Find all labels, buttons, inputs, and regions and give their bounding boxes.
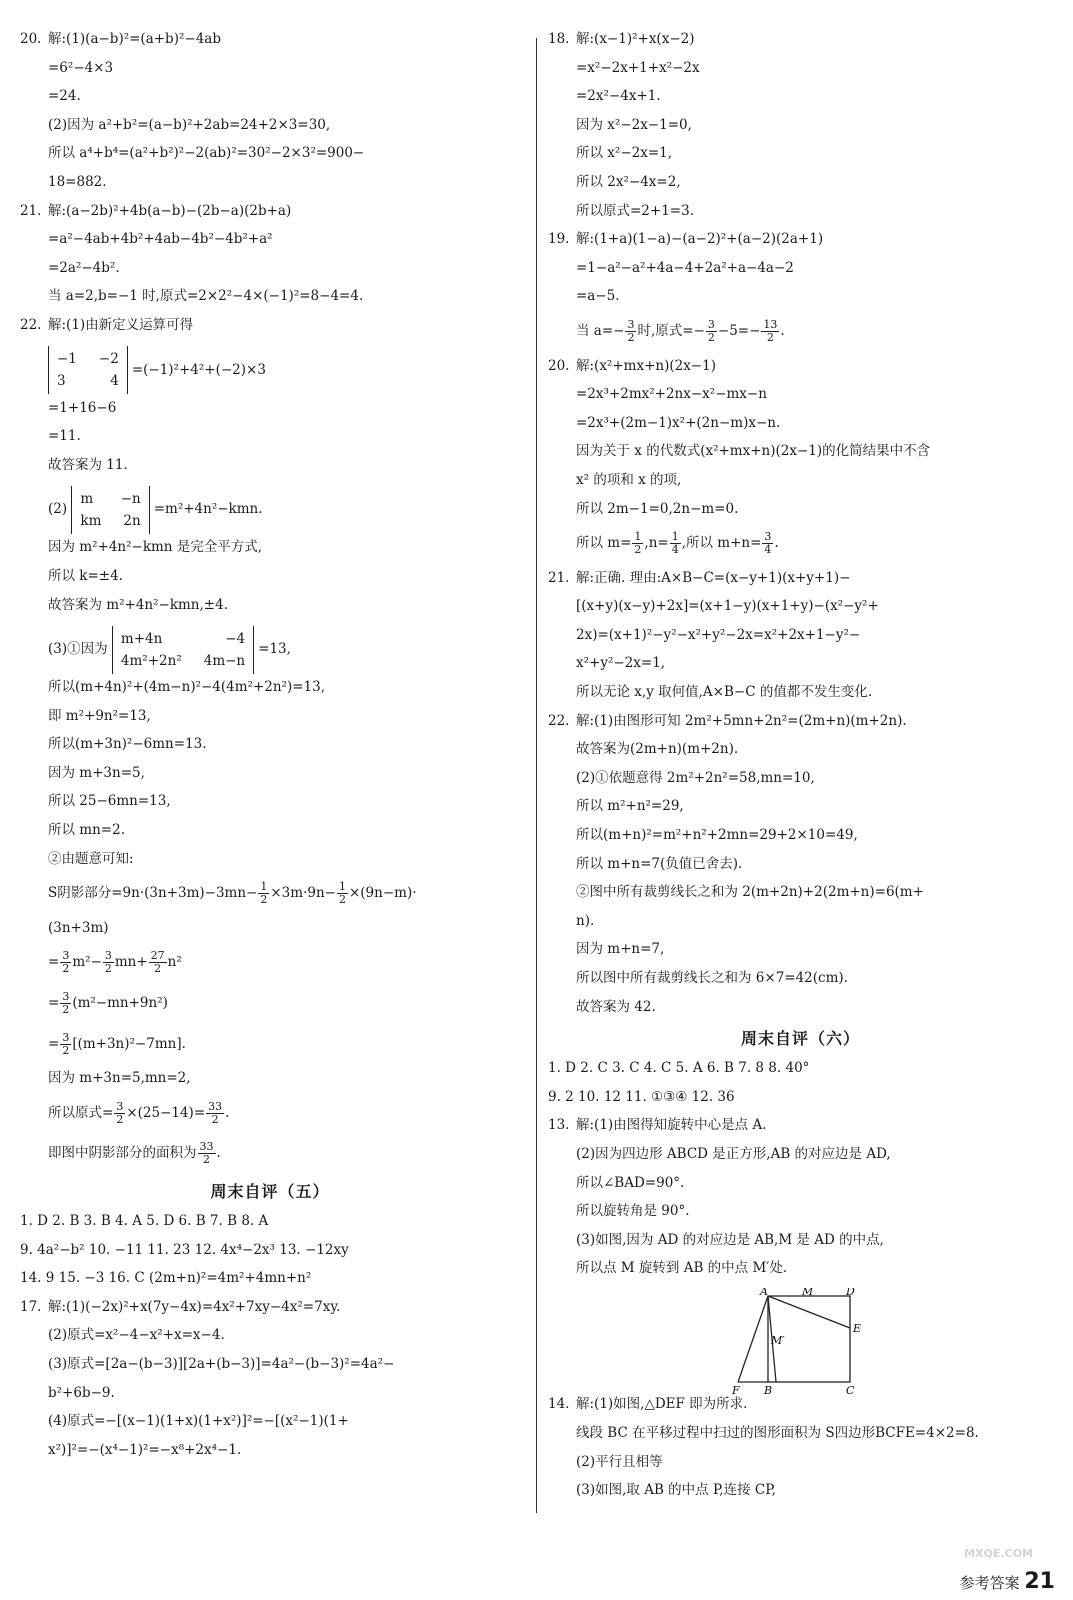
label-c: C bbox=[846, 1384, 855, 1397]
q20-line: (2)因为 a²+b²=(a−b)²+2ab=24+2×3=30, bbox=[48, 116, 331, 133]
q17-line: (4)原式=−[(x−1)(1+x)(1+x²)]²=−[(x²−1)(1+ bbox=[48, 1413, 349, 1430]
label-a: A bbox=[760, 1288, 768, 1298]
fraction: $\frac{33}{2}$ bbox=[199, 1140, 214, 1167]
q22-line: 因为 m+3n=5, bbox=[48, 764, 145, 781]
segment-af bbox=[738, 1296, 768, 1382]
footer-label: 参考答案 bbox=[959, 1574, 1020, 1592]
q22-line: 因为 m²+4n²−kmn 是完全平方式, bbox=[48, 539, 263, 556]
q13-line: 所以∠BAD=90°. bbox=[576, 1174, 685, 1191]
q14-line: (3)如图,取 AB 的中点 P,连接 CP, bbox=[576, 1482, 776, 1499]
column-divider bbox=[536, 38, 537, 1513]
fraction: $\frac{3}{2}$ bbox=[62, 949, 70, 976]
q20-line: 20. 解:(1)(a−b)²=(a+b)²−4ab bbox=[20, 31, 221, 47]
q21r-line: [(x+y)(x−y)+2x]=(x+1−y)(x+1+y)−(x²−y²+ bbox=[576, 598, 879, 615]
fraction: $\frac{1}{2}$ bbox=[338, 880, 346, 907]
q18-line: 18. 解:(x−1)²+x(x−2) bbox=[548, 31, 695, 47]
q22-line: 即 m²+9n²=13, bbox=[48, 707, 151, 724]
q22r-line: n). bbox=[576, 912, 595, 929]
q22r-line: 所以图中所有裁剪线长之和为 6×7=42(cm). bbox=[576, 970, 848, 986]
q22-line: = $\frac{3}{2}$ (m²−mn+9n²) bbox=[48, 990, 168, 1017]
watermark: MXQE.COM bbox=[964, 1547, 1033, 1560]
label-e: E bbox=[853, 1322, 862, 1335]
q22-line: 所以 k=±4. bbox=[48, 567, 123, 584]
q20r-line: 20. 解:(x²+mx+n)(2x−1) bbox=[548, 357, 716, 374]
fraction: $\frac{3}{2}$ bbox=[62, 990, 70, 1017]
q22r-line: 所以(m+n)²=m²+n²+2mn=29+2×10=49, bbox=[576, 827, 858, 844]
q17-line: x²)]²=−(x⁴−1)²=−x⁸+2x⁴−1. bbox=[48, 1441, 242, 1458]
q22-determinant-line: (2) m −n km 2n =m²+4n²−kmn. bbox=[20, 484, 520, 534]
q22-line: 所以原式= $\frac{3}{2}$ ×(25−14)= $\frac{33}{2}$ . bbox=[48, 1099, 230, 1126]
q14-line: (2)平行且相等 bbox=[576, 1453, 663, 1470]
page-number: 21 bbox=[1024, 1569, 1055, 1594]
determinant-2: m −n km 2n bbox=[71, 486, 149, 534]
label-f: F bbox=[732, 1384, 740, 1397]
determinant-3: m+4n −4 4m²+2n² 4m−n bbox=[112, 626, 254, 674]
q20r-line: 所以 2m−1=0,2n−m=0. bbox=[576, 500, 739, 517]
q18-line: 所以 2x²−4x=2, bbox=[576, 173, 681, 190]
q18-line: 所以原式=2+1=3. bbox=[576, 202, 694, 219]
q22-line: 所以(m+4n)²+(4m−n)²−4(4m²+2n²)=13, bbox=[48, 679, 326, 696]
fraction: $\frac{3}{2}$ bbox=[104, 949, 112, 976]
q18-line: 所以 x²−2x=1, bbox=[576, 145, 673, 162]
segment-ae bbox=[768, 1296, 850, 1328]
q18-line: 因为 x²−2x−1=0, bbox=[576, 116, 692, 133]
fraction: $\frac{1}{2}$ bbox=[634, 530, 642, 557]
fraction: $\frac{1}{4}$ bbox=[671, 530, 679, 557]
q20-line: =24. bbox=[48, 88, 81, 105]
q13-line: 所以点 M 旋转到 AB 的中点 M′处. bbox=[576, 1260, 788, 1277]
page-footer bbox=[960, 1569, 1055, 1594]
q22r-line: 所以 m²+n²=29, bbox=[576, 798, 684, 815]
q21r-line: 21. 解:正确. 理由:A×B−C=(x−y+1)(x+y+1)− bbox=[548, 569, 851, 586]
square-rotation-figure bbox=[730, 1288, 870, 1400]
left-column bbox=[20, 30, 520, 1469]
q18-line: =2x²−4x+1. bbox=[576, 88, 661, 105]
q20-line: =6²−4×3 bbox=[48, 59, 114, 76]
fraction: $\frac{3}{2}$ bbox=[707, 317, 715, 344]
q21-line: 21. 解:(a−2b)²+4b(a−b)−(2b−a)(2b+a) bbox=[20, 202, 292, 219]
q21r-line: x²+y²−2x=1, bbox=[576, 655, 666, 672]
q21-line: 当 a=2,b=−1 时,原式=2×2²−4×(−1)²=8−4=4. bbox=[48, 288, 364, 305]
q13-line: 所以旋转角是 90°. bbox=[576, 1203, 690, 1220]
q22-line: = $\frac{3}{2}$ [(m+3n)²−7mn]. bbox=[48, 1030, 186, 1057]
q17-line: (3)原式=[2a−(b−3)][2a+(b−3)]=4a²−(b−3)²=4a²− bbox=[48, 1355, 395, 1372]
q22-line: =11. bbox=[48, 428, 81, 445]
q22-line: 所以 mn=2. bbox=[48, 822, 125, 839]
q20r-line: x² 的项和 x 的项, bbox=[576, 471, 682, 488]
fraction: $\frac{33}{2}$ bbox=[208, 1099, 223, 1126]
answer-line: 9. 4a²−b² 10. −11 11. 23 12. 4x⁴−2x³ 13. −12xy bbox=[20, 1241, 349, 1258]
q13-line: (3)如图,因为 AD 的对应边是 AB,M 是 AD 的中点, bbox=[576, 1231, 884, 1248]
answer-line: 14. 9 15. −3 16. C (2m+n)²=4m²+4mn+n² bbox=[20, 1270, 312, 1287]
q20r-line: 因为关于 x 的代数式(x²+mx+n)(2x−1)的化简结果中不含 bbox=[576, 443, 931, 460]
q22-line: S阴影部分=9n·(3n+3m)−3mn− $\frac{1}{2}$ ×3m·9n− $\frac{1}{2}$ ×(9n−m)· bbox=[48, 880, 417, 907]
q22-line: 即图中阴影部分的面积为 $\frac{33}{2}$ . bbox=[48, 1140, 221, 1167]
q22-line: 所以(m+3n)²−6mn=13. bbox=[48, 736, 207, 753]
q22-line: 所以 25−6mn=13, bbox=[48, 793, 171, 810]
q17-line: (2)原式=x²−4−x²+x=x−4. bbox=[48, 1327, 225, 1344]
q18-line: =x²−2x+1+x²−2x bbox=[576, 59, 700, 76]
q21-line: =2a²−4b². bbox=[48, 259, 120, 276]
label-m: M bbox=[802, 1288, 814, 1298]
q22r-line: 故答案为 42. bbox=[576, 998, 656, 1015]
determinant-1: −1 −2 3 4 bbox=[48, 346, 128, 394]
q22-line: 因为 m+3n=5,mn=2, bbox=[48, 1070, 191, 1087]
q19-line: 19. 解:(1+a)(1−a)−(a−2)²+(a−2)(2a+1) bbox=[548, 231, 824, 248]
q19-line: =a−5. bbox=[576, 288, 620, 305]
fraction: $\frac{27}{2}$ bbox=[150, 949, 165, 976]
q21-line: =a²−4ab+4b²+4ab−4b²−4b²+a² bbox=[48, 231, 273, 248]
q22-line: 故答案为 m²+4n²−kmn,±4. bbox=[48, 596, 228, 613]
q21r-line: 2x)=(x+1)²−y²−x²+y²−2x=x²+2x+1−y²− bbox=[576, 626, 861, 643]
section-title: 周末自评（五） bbox=[210, 1182, 330, 1201]
q22r-line: 故答案为(2m+n)(m+2n). bbox=[576, 741, 739, 758]
q20r-line: 所以 m= $\frac{1}{2}$ ,n= $\frac{1}{4}$ ,所以 m+n= $\frac{3}{4}$ . bbox=[576, 530, 779, 557]
label-b: B bbox=[764, 1384, 773, 1397]
label-d: D bbox=[846, 1288, 855, 1298]
q22-determinant-line: −1 −2 3 4 =(−1)²+4²+(−2)×3 bbox=[20, 345, 520, 395]
q22-line: = $\frac{3}{2}$ m²− $\frac{3}{2}$ mn+ $\frac{27}{2}$ n² bbox=[48, 949, 182, 976]
fraction: $\frac{3}{2}$ bbox=[62, 1030, 70, 1057]
q22r-line: 所以 m+n=7(负值已舍去). bbox=[576, 855, 743, 872]
q14-line: 14. 解:(1)如图,△DEF 即为所求. bbox=[548, 1396, 748, 1413]
q22r-line: 因为 m+n=7, bbox=[576, 941, 665, 958]
fraction: $\frac{3}{4}$ bbox=[764, 530, 772, 557]
q17-line: 17. 解:(1)(−2x)²+x(7y−4x)=4x²+7xy−4x²=7xy. bbox=[20, 1298, 341, 1315]
q14-line: 线段 BC 在平移过程中扫过的图形面积为 S四边形BCFE=4×2=8. bbox=[576, 1424, 979, 1441]
answer-line: 9. 2 10. 12 11. ①③④ 12. 36 bbox=[548, 1088, 735, 1105]
q22r-line: 22. 解:(1)由图形可知 2m²+5mn+2n²=(2m+n)(m+2n). bbox=[548, 712, 907, 729]
section-title: 周末自评（六） bbox=[740, 1029, 860, 1049]
q22-determinant-line: (3)①因为 m+4n −4 4m²+2n² 4m−n =13, bbox=[20, 624, 520, 674]
q20-line: 所以 a⁴+b⁴=(a²+b²)²−2(ab)²=30²−2×3²=900− bbox=[48, 145, 365, 162]
q13-line: (2)因为四边形 ABCD 是正方形,AB 的对应边是 AD, bbox=[576, 1145, 891, 1162]
q21r-line: 所以无论 x,y 取何值,A×B−C 的值都不发生变化. bbox=[576, 684, 873, 701]
q20r-line: =2x³+2mx²+2nx−x²−mx−n bbox=[576, 386, 767, 403]
q22-line: 22. 解:(1)由新定义运算可得 bbox=[20, 316, 194, 333]
q22-line: ②由题意可知: bbox=[48, 850, 134, 867]
q22-line: 故答案为 11. bbox=[48, 456, 128, 473]
fraction: $\frac{1}{2}$ bbox=[260, 880, 268, 907]
q22r-line: ②图中所有裁剪线长之和为 2(m+2n)+2(2m+n)=6(m+ bbox=[576, 884, 924, 901]
q20-line: 18=882. bbox=[48, 173, 107, 190]
q22-line: (3n+3m) bbox=[48, 919, 109, 936]
q20r-line: =2x³+(2m−1)x²+(2n−m)x−n. bbox=[576, 414, 781, 431]
q19-line: =1−a²−a²+4a−4+2a²+a−4a−2 bbox=[576, 259, 794, 276]
answer-line: 1. D 2. C 3. C 4. C 5. A 6. B 7. 8 8. 40° bbox=[548, 1060, 810, 1077]
fraction: $\frac{3}{2}$ bbox=[116, 1099, 124, 1126]
q19-line: 当 a=− $\frac{3}{2}$ 时,原式=− $\frac{3}{2}$ −5=− $\frac{13}{2}$ . bbox=[576, 317, 785, 344]
q22-line: =1+16−6 bbox=[48, 399, 117, 416]
answer-line: 1. D 2. B 3. B 4. A 5. D 6. B 7. B 8. A bbox=[20, 1213, 269, 1229]
label-m-prime: M′ bbox=[771, 1334, 785, 1347]
fraction: $\frac{3}{2}$ bbox=[627, 317, 635, 344]
q22r-line: (2)①依题意得 2m²+2n²=58,mn=10, bbox=[576, 769, 815, 786]
q13-line: 13. 解:(1)由图得知旋转中心是点 A. bbox=[548, 1117, 767, 1134]
q17-line: b²+6b−9. bbox=[48, 1384, 115, 1401]
fraction: $\frac{13}{2}$ bbox=[763, 317, 778, 344]
